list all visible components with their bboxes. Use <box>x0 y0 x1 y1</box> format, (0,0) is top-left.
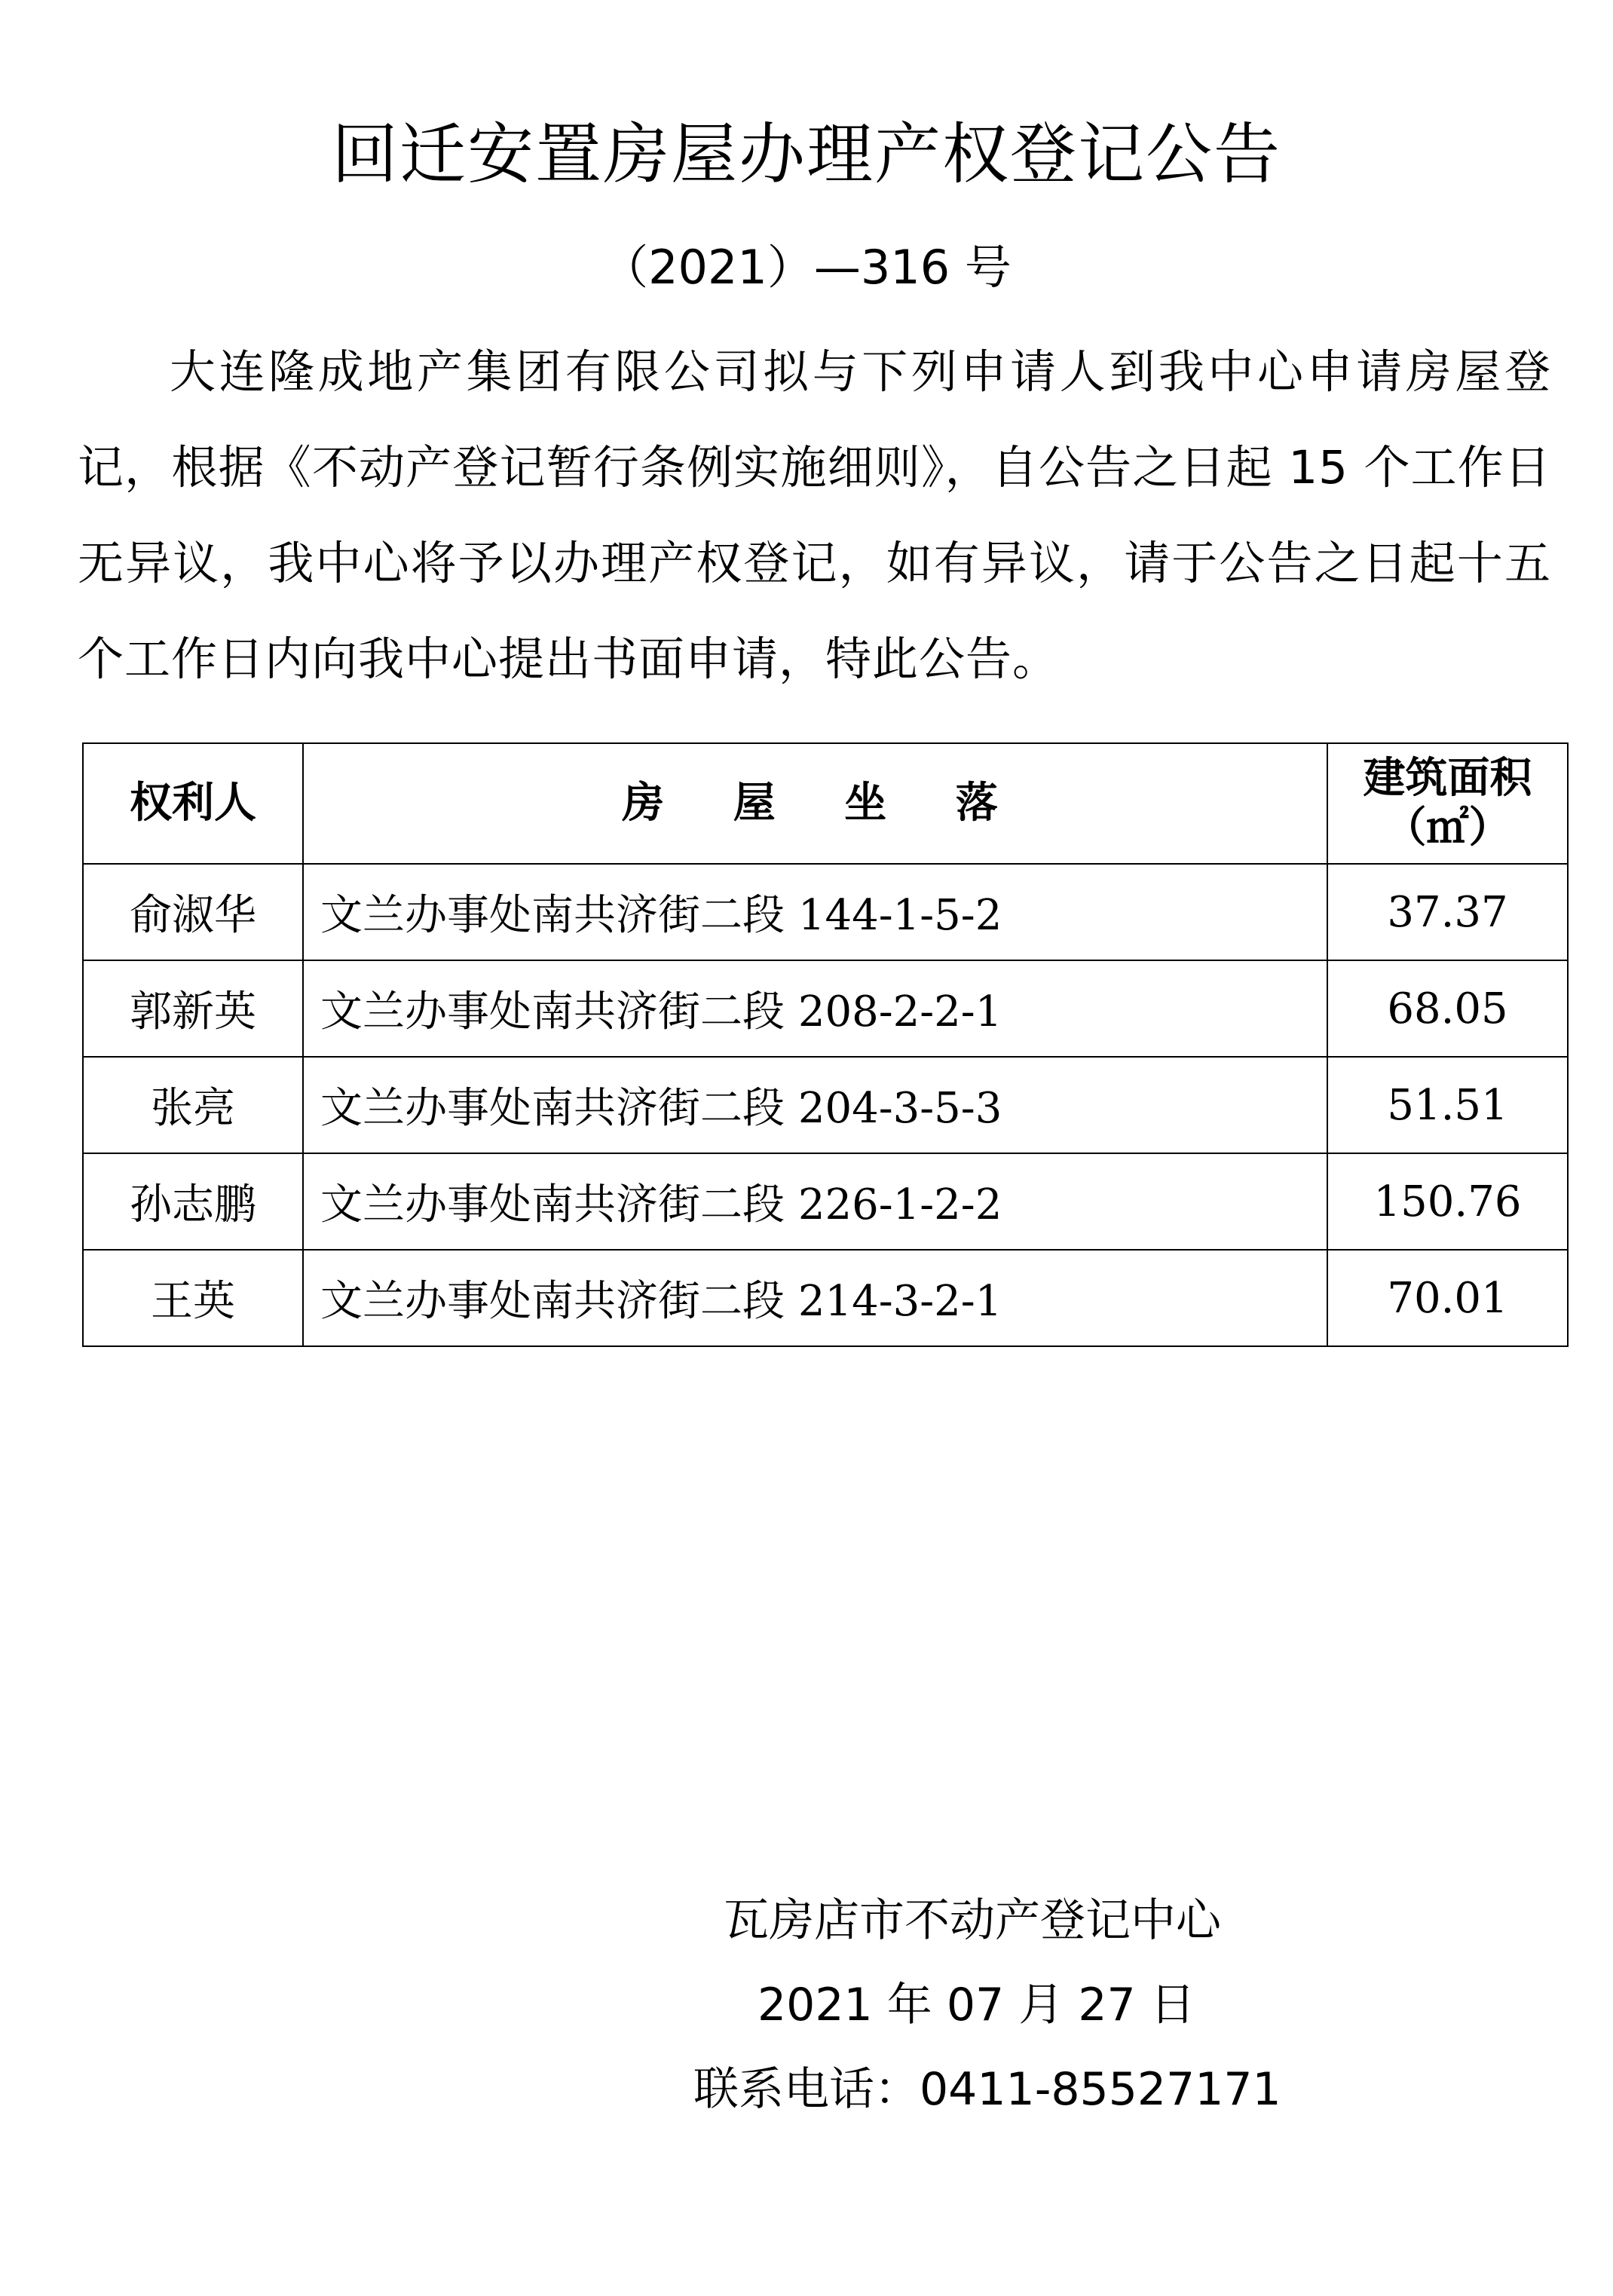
table-row <box>83 960 1568 1057</box>
notice-title: 回迁安置房屋办理产权登记公告 <box>331 115 1281 193</box>
location-cell <box>303 1250 1327 1346</box>
location-number: 214-3-2-1 <box>797 1277 1002 1326</box>
issue-date: 2021 年 07 月 27 日 <box>758 1979 1195 2031</box>
notice-body: 大连隆成地产集团有限公司拟与下列申请人到我中心申请房屋登记，根据《不动产登记暂行条例实施细则》，自公告之日起 15 个工作日无异议，我中心将予以办理产权登记，如有异议，请于公告之日起十五个工作日内向我中心提出书面申请，特此公告。 <box>78 345 1551 686</box>
owner-cell: 孙志鹏 <box>83 1153 303 1250</box>
header-owner: 权利人 <box>83 743 303 864</box>
location-cell <box>303 864 1327 960</box>
table-row <box>83 1057 1568 1153</box>
table-row <box>83 1153 1568 1250</box>
area-cell: 37.37 <box>1327 864 1568 960</box>
location-number: 208-2-2-1 <box>797 987 1002 1036</box>
owner-cell: 郭新英 <box>83 960 303 1057</box>
location-street: 文兰办事处南共济街二段 <box>320 891 785 940</box>
issuing-organization: 瓦房店市不动产登记中心 <box>724 1894 1221 1947</box>
header-area-label: 建筑面积 <box>1363 754 1532 803</box>
location-number: 144-1-5-2 <box>797 891 1002 940</box>
table-header-row <box>83 743 1568 864</box>
area-cell: 70.01 <box>1327 1250 1568 1346</box>
header-area-unit: （㎡） <box>1384 804 1511 853</box>
location-cell <box>303 1057 1327 1153</box>
registration-table <box>82 742 1569 1347</box>
location-street: 文兰办事处南共济街二段 <box>320 1180 785 1229</box>
table-row <box>83 1250 1568 1346</box>
area-cell: 51.51 <box>1327 1057 1568 1153</box>
document-number: （2021）—316 号 <box>601 240 1012 295</box>
location-number: 226-1-2-2 <box>797 1180 1002 1229</box>
location-number: 204-3-5-3 <box>797 1084 1002 1133</box>
table-row <box>83 864 1568 960</box>
owner-cell: 俞淑华 <box>83 864 303 960</box>
location-street: 文兰办事处南共济街二段 <box>320 987 785 1036</box>
area-cell: 68.05 <box>1327 960 1568 1057</box>
location-cell <box>303 1153 1327 1250</box>
location-cell <box>303 960 1327 1057</box>
header-area <box>1327 743 1568 864</box>
location-street: 文兰办事处南共济街二段 <box>320 1277 785 1326</box>
owner-cell: 张亮 <box>83 1057 303 1153</box>
header-location: 房 屋 坐 落 <box>303 743 1327 864</box>
owner-cell: 王英 <box>83 1250 303 1346</box>
area-cell: 150.76 <box>1327 1153 1568 1250</box>
contact-phone: 联系电话：0411-85527171 <box>693 2063 1281 2116</box>
location-street: 文兰办事处南共济街二段 <box>320 1084 785 1133</box>
